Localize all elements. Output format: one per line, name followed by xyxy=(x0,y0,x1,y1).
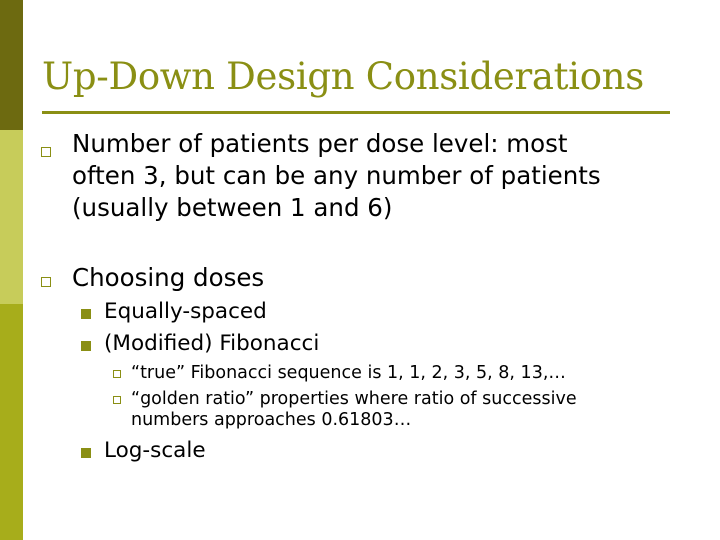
bullet-text-line: often 3, but can be any number of patients xyxy=(72,161,601,190)
title-underline xyxy=(42,111,670,114)
hollow-square-bullet-icon xyxy=(41,147,51,157)
bullet-text-line: (usually between 1 and 6) xyxy=(72,193,393,222)
accent-bar-middle xyxy=(0,130,23,304)
accent-bar-bottom xyxy=(0,304,23,540)
sub-bullet-text: Log-scale xyxy=(104,438,206,463)
accent-bar-top xyxy=(0,0,23,130)
filled-square-bullet-icon xyxy=(81,309,91,319)
hollow-square-sub-bullet-icon xyxy=(113,370,121,378)
sub-sub-bullet-text: “golden ratio” properties where ratio of successive xyxy=(131,389,577,409)
hollow-square-bullet-icon xyxy=(41,277,51,287)
filled-square-bullet-icon xyxy=(81,341,91,351)
bullet-text-line: Choosing doses xyxy=(72,263,265,292)
sub-bullet-text: (Modified) Fibonacci xyxy=(104,331,320,356)
sub-sub-bullet-text: “true” Fibonacci sequence is 1, 1, 2, 3, 5, 8, 13,… xyxy=(131,363,566,383)
filled-square-bullet-icon xyxy=(81,448,91,458)
sub-bullet-text: Equally-spaced xyxy=(104,299,267,324)
sub-sub-bullet-text: numbers approaches 0.61803… xyxy=(131,410,412,430)
hollow-square-sub-bullet-icon xyxy=(113,396,121,404)
bullet-text-line: Number of patients per dose level: most xyxy=(72,129,568,158)
slide-title: Up-Down Design Considerations xyxy=(42,55,644,98)
left-accent-bar xyxy=(0,0,23,540)
